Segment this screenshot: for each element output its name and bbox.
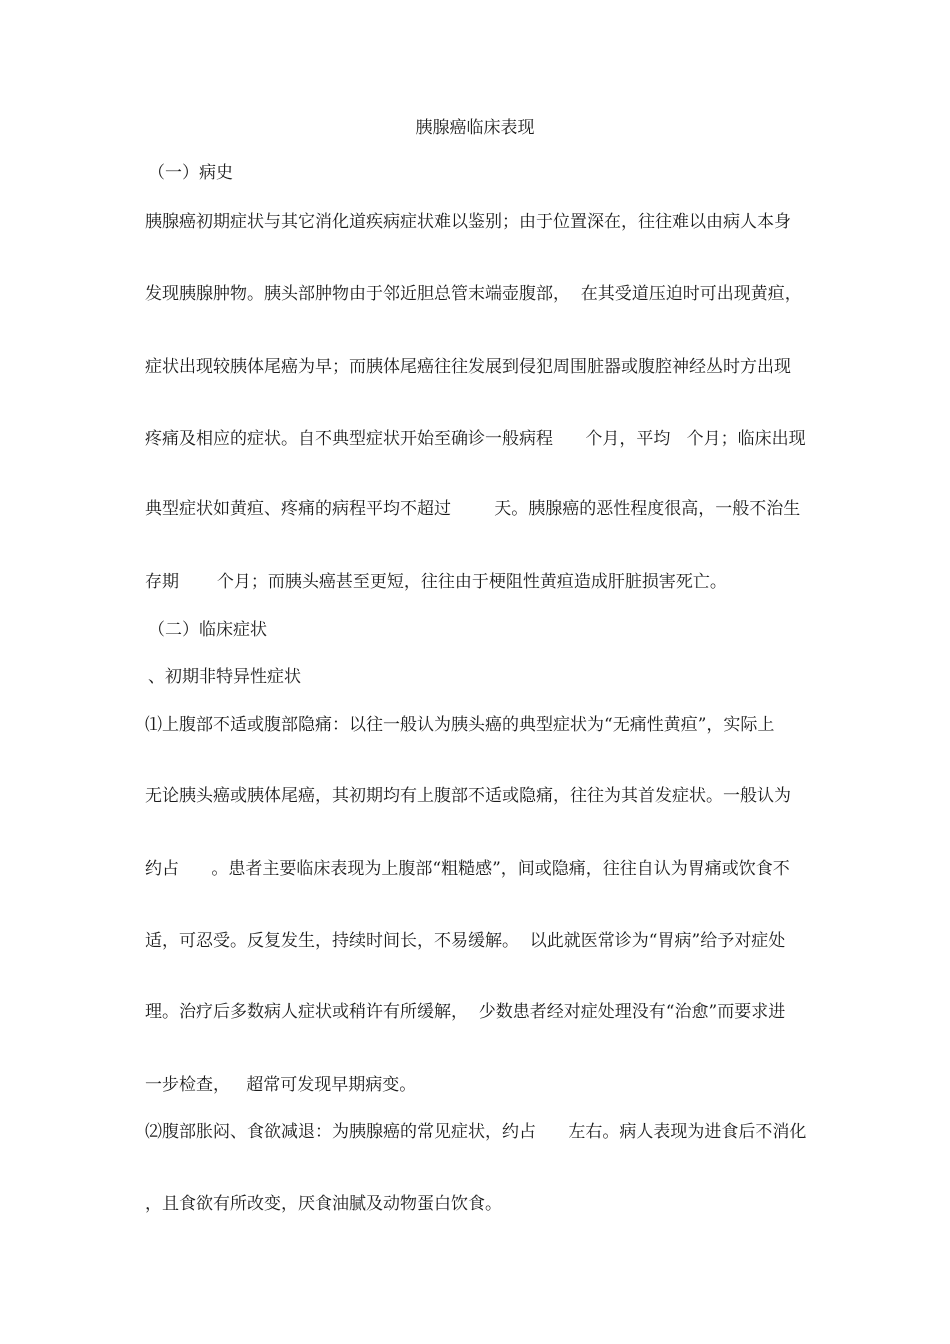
- paragraph-line: 无论胰头癌或胰体尾癌，其初期均有上腹部不适或隐痛，往往为其首发症状。一般认为: [145, 786, 791, 806]
- subsection-heading-early-symptoms: 、初期非特异性症状: [148, 667, 301, 687]
- paragraph-line: 疼痛及相应的症状。自不典型症状开始至确诊一般病程 个月，平均 个月；临床出现: [145, 429, 806, 449]
- paragraph-line: 一步检查， 超常可发现早期病变。: [145, 1075, 417, 1095]
- paragraph-line: 理。治疗后多数病人症状或稍许有所缓解， 少数患者经对症处理没有“治愈”而要求进: [145, 1002, 786, 1022]
- paragraph-line: ，且食欲有所改变，厌食油腻及动物蛋白饮食。: [145, 1194, 502, 1214]
- paragraph-line: 症状出现较胰体尾癌为早；而胰体尾癌往往发展到侵犯周围脏器或腹腔神经丛时方出现: [145, 357, 791, 377]
- paragraph-line: 约占 。患者主要临床表现为上腹部“粗糙感”，间或隐痛，往往自认为胃痛或饮食不: [145, 859, 790, 879]
- paragraph-line: ⑴上腹部不适或腹部隐痛：以往一般认为胰头癌的典型症状为“无痛性黄疸”，实际上: [145, 715, 775, 735]
- paragraph-line: ⑵腹部胀闷、食欲减退：为胰腺癌的常见症状，约占 左右。病人表现为进食后不消化: [145, 1122, 807, 1142]
- document-title: 胰腺癌临床表现: [415, 118, 535, 138]
- paragraph-line: 典型症状如黄疸、疼痛的病程平均不超过 天。胰腺癌的恶性程度很高，一般不治生: [145, 499, 801, 519]
- paragraph-line: 胰腺癌初期症状与其它消化道疾病症状难以鉴别；由于位置深在，往往难以由病人本身: [145, 212, 791, 232]
- paragraph-line: 存期 个月；而胰头癌甚至更短，往往由于梗阻性黄疸造成肝脏损害死亡。: [145, 572, 727, 592]
- paragraph-line: 发现胰腺肿物。胰头部肿物由于邻近胆总管末端壶腹部， 在其受道压迫时可出现黄疸，: [145, 284, 802, 304]
- paragraph-line: 适，可忍受。反复发生，持续时间长，不易缓解。 以此就医常诊为“胃病”给予对症处: [145, 931, 786, 951]
- section-heading-history: （一）病史: [148, 163, 233, 183]
- section-heading-clinical-symptoms: （二）临床症状: [148, 620, 267, 640]
